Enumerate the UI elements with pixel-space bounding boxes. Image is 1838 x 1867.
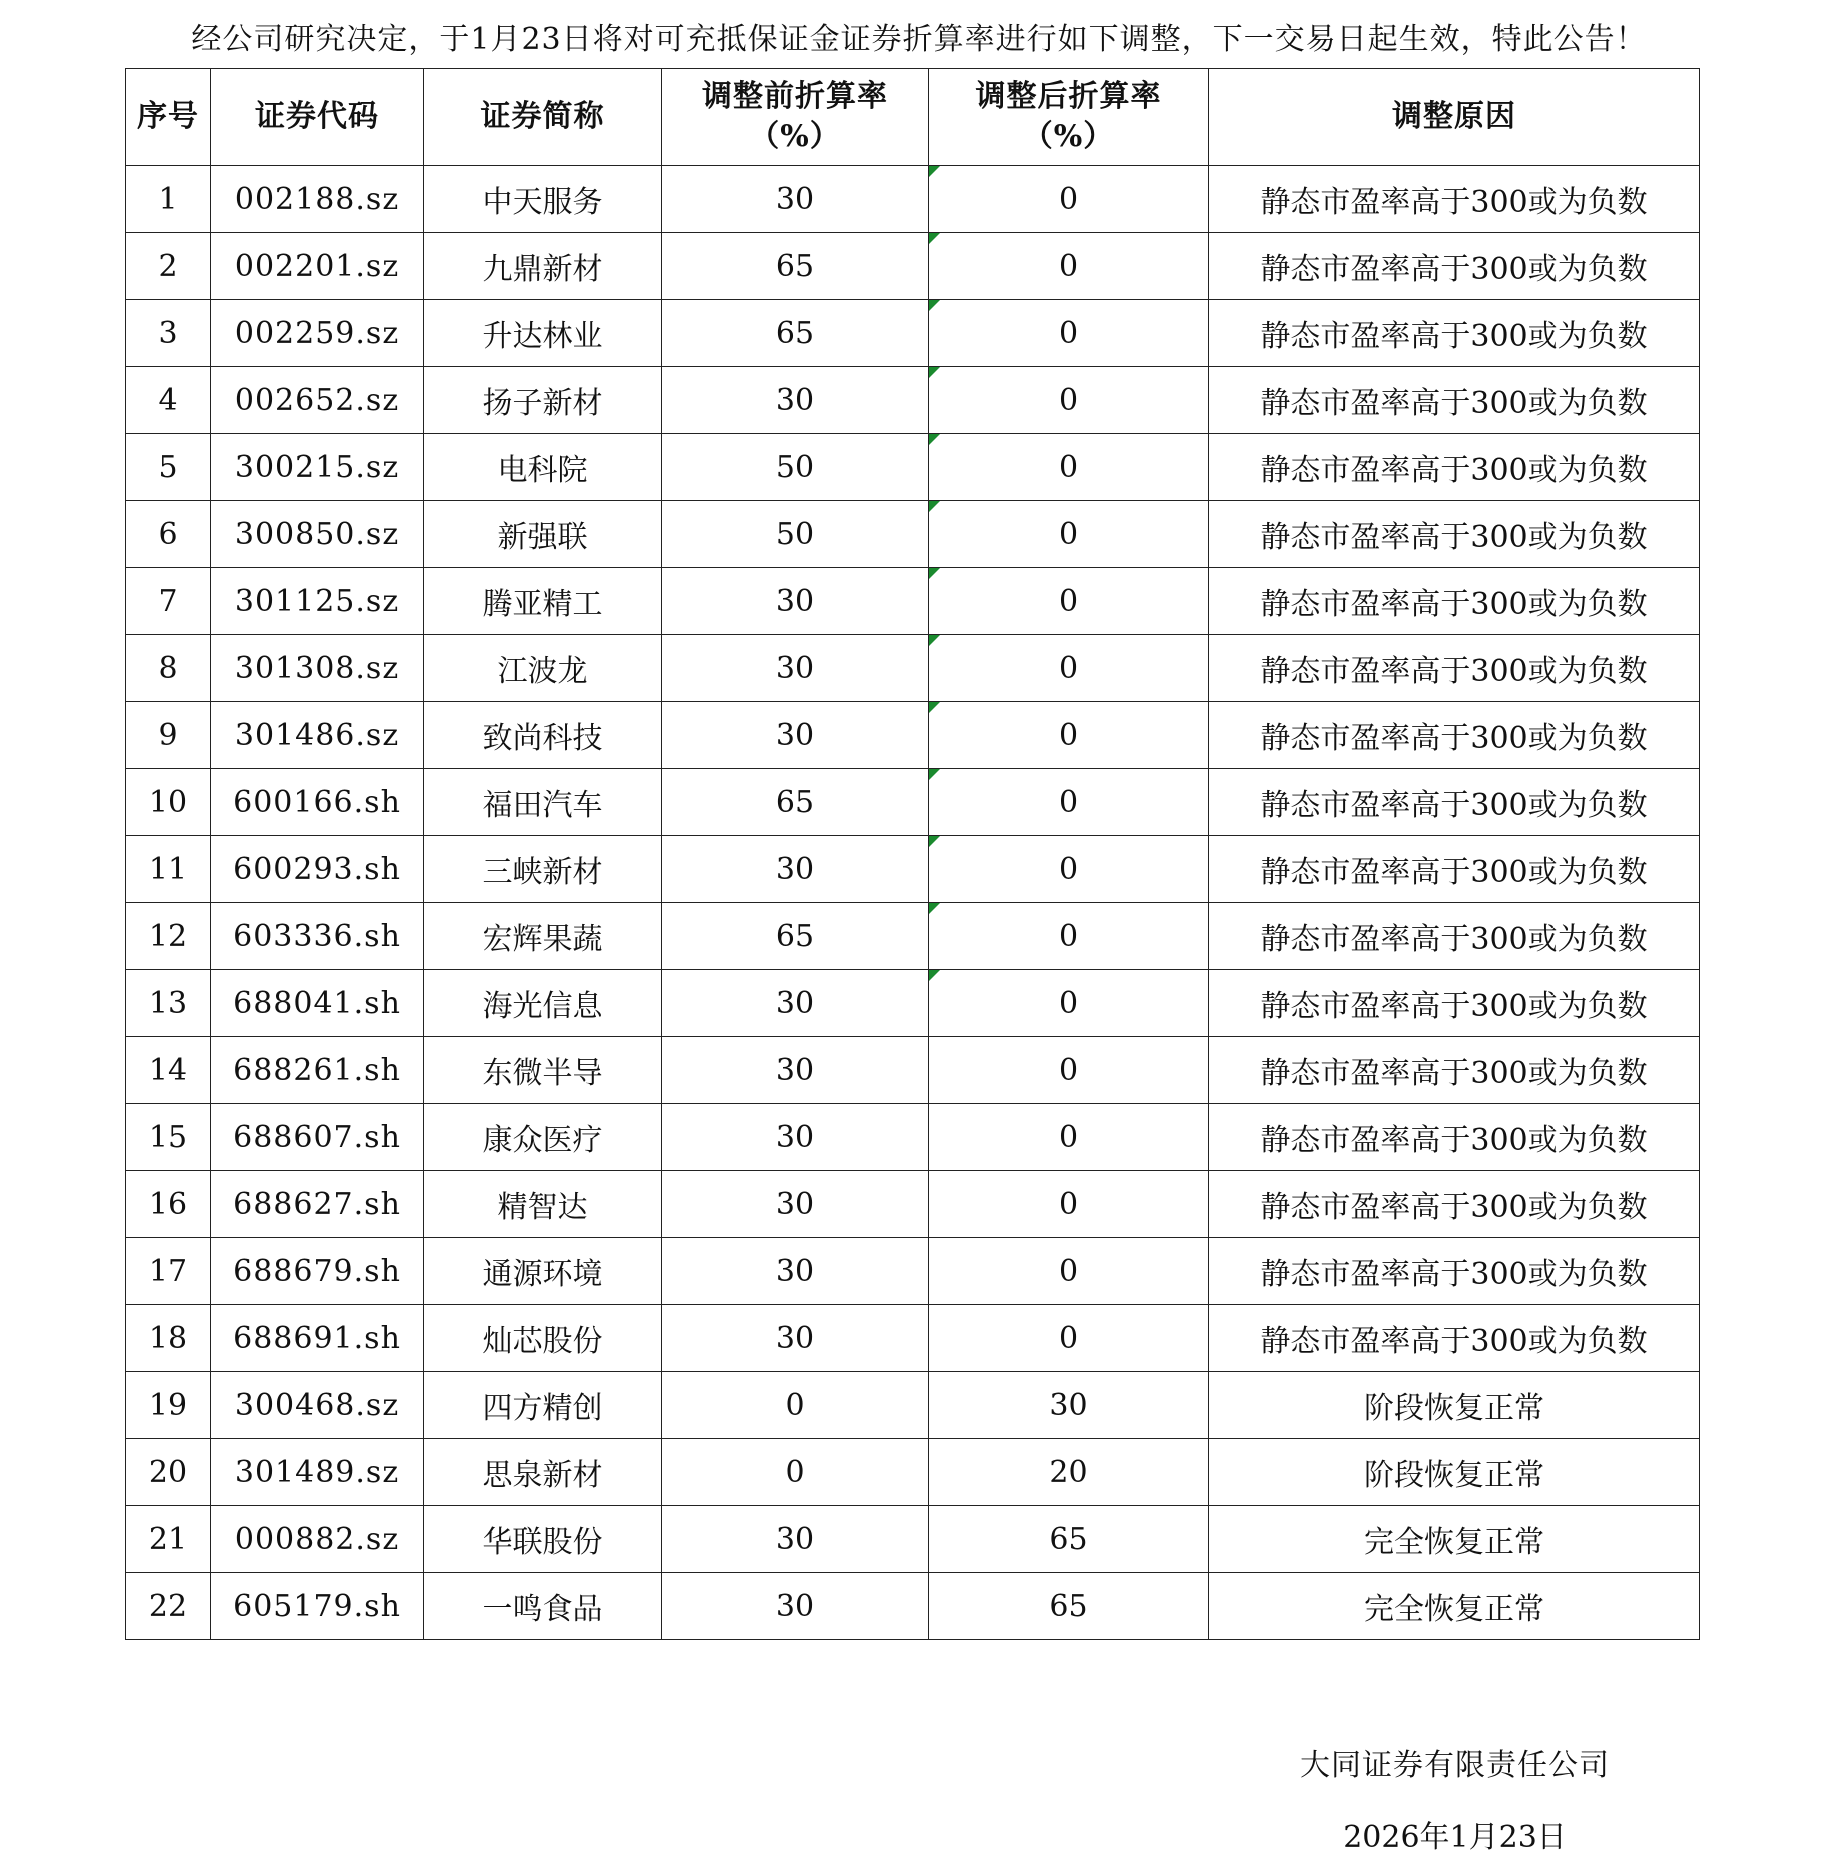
cell-code: 000882.sz (211, 1506, 424, 1573)
cell-before-rate: 30 (662, 1573, 929, 1640)
table-row (126, 1305, 1700, 1372)
cell-name: 通源环境 (424, 1238, 662, 1305)
header-after-rate-unit: （%） (1022, 119, 1115, 154)
cell-name: 精智达 (424, 1171, 662, 1238)
cell-code: 600166.sh (211, 769, 424, 836)
cell-after-rate: 0 (929, 702, 1209, 769)
cell-before-rate: 30 (662, 568, 929, 635)
cell-name: 电科院 (424, 434, 662, 501)
header-after-rate-title: 调整后折算率 (975, 79, 1162, 114)
header-before-rate-title: 调整前折算率 (702, 79, 888, 114)
table-row (126, 1372, 1700, 1439)
cell-name: 思泉新材 (424, 1439, 662, 1506)
header-name: 证券简称 (424, 69, 662, 166)
cell-code: 300850.sz (211, 501, 424, 568)
cell-code: 688679.sh (211, 1238, 424, 1305)
cell-code: 605179.sh (211, 1573, 424, 1640)
cell-name: 扬子新材 (424, 367, 662, 434)
cell-after-rate: 0 (929, 635, 1209, 702)
table-row (126, 903, 1700, 970)
cell-before-rate: 30 (662, 970, 929, 1037)
header-reason: 调整原因 (1209, 69, 1700, 166)
table-row (126, 769, 1700, 836)
cell-seq: 13 (126, 970, 211, 1037)
cell-name: 三峡新材 (424, 836, 662, 903)
cell-code: 002259.sz (211, 300, 424, 367)
header-seq: 序号 (126, 69, 211, 166)
company-name: 大同证券有限责任公司 (1300, 1748, 1610, 1783)
table-row (126, 367, 1700, 434)
cell-code: 301489.sz (211, 1439, 424, 1506)
table-row (126, 233, 1700, 300)
cell-before-rate: 50 (662, 434, 929, 501)
header-before-rate-unit: （%） (749, 119, 841, 154)
cell-after-rate: 0 (929, 501, 1209, 568)
cell-seq: 20 (126, 1439, 211, 1506)
table-row (126, 1104, 1700, 1171)
cell-before-rate: 30 (662, 1037, 929, 1104)
cell-before-rate: 65 (662, 903, 929, 970)
notice-date: 2026年1月23日 (1343, 1820, 1567, 1855)
cell-name: 海光信息 (424, 970, 662, 1037)
cell-seq: 4 (126, 367, 211, 434)
cell-before-rate: 30 (662, 635, 929, 702)
margin-rate-table (125, 68, 1700, 1640)
cell-reason: 静态市盈率高于300或为负数 (1209, 434, 1700, 501)
cell-seq: 7 (126, 568, 211, 635)
cell-code: 301308.sz (211, 635, 424, 702)
table-row (126, 1506, 1700, 1573)
cell-code: 688261.sh (211, 1037, 424, 1104)
cell-reason: 阶段恢复正常 (1209, 1439, 1700, 1506)
cell-after-rate: 30 (929, 1372, 1209, 1439)
cell-before-rate: 30 (662, 1506, 929, 1573)
cell-before-rate: 30 (662, 166, 929, 233)
cell-after-rate: 0 (929, 836, 1209, 903)
cell-after-rate: 0 (929, 1305, 1209, 1372)
cell-reason: 静态市盈率高于300或为负数 (1209, 233, 1700, 300)
cell-after-rate: 0 (929, 1238, 1209, 1305)
cell-name: 福田汽车 (424, 769, 662, 836)
cell-seq: 6 (126, 501, 211, 568)
cell-seq: 8 (126, 635, 211, 702)
cell-code: 603336.sh (211, 903, 424, 970)
cell-reason: 静态市盈率高于300或为负数 (1209, 836, 1700, 903)
cell-before-rate: 50 (662, 501, 929, 568)
cell-reason: 静态市盈率高于300或为负数 (1209, 300, 1700, 367)
cell-name: 一鸣食品 (424, 1573, 662, 1640)
cell-seq: 18 (126, 1305, 211, 1372)
table-row (126, 1573, 1700, 1640)
table-row (126, 300, 1700, 367)
cell-before-rate: 30 (662, 702, 929, 769)
table-row (126, 166, 1700, 233)
cell-seq: 1 (126, 166, 211, 233)
table-row (126, 434, 1700, 501)
cell-name: 康众医疗 (424, 1104, 662, 1171)
cell-seq: 3 (126, 300, 211, 367)
cell-code: 300215.sz (211, 434, 424, 501)
cell-after-rate: 65 (929, 1573, 1209, 1640)
cell-reason: 完全恢复正常 (1209, 1573, 1700, 1640)
cell-after-rate: 0 (929, 434, 1209, 501)
cell-before-rate: 30 (662, 836, 929, 903)
cell-reason: 静态市盈率高于300或为负数 (1209, 635, 1700, 702)
cell-after-rate: 65 (929, 1506, 1209, 1573)
cell-code: 300468.sz (211, 1372, 424, 1439)
cell-reason: 静态市盈率高于300或为负数 (1209, 367, 1700, 434)
table-header-row (126, 69, 1700, 166)
table-row (126, 568, 1700, 635)
cell-before-rate: 30 (662, 1238, 929, 1305)
cell-before-rate: 30 (662, 1305, 929, 1372)
cell-after-rate: 0 (929, 568, 1209, 635)
cell-after-rate: 0 (929, 970, 1209, 1037)
cell-reason: 阶段恢复正常 (1209, 1372, 1700, 1439)
cell-before-rate: 30 (662, 1104, 929, 1171)
table-row (126, 836, 1700, 903)
table-row (126, 635, 1700, 702)
cell-reason: 完全恢复正常 (1209, 1506, 1700, 1573)
cell-name: 九鼎新材 (424, 233, 662, 300)
header-after-rate (929, 69, 1209, 166)
cell-code: 600293.sh (211, 836, 424, 903)
cell-code: 688041.sh (211, 970, 424, 1037)
cell-seq: 5 (126, 434, 211, 501)
table-row (126, 501, 1700, 568)
cell-before-rate: 65 (662, 300, 929, 367)
cell-before-rate: 65 (662, 769, 929, 836)
cell-before-rate: 30 (662, 1171, 929, 1238)
table-body (126, 166, 1700, 1640)
cell-after-rate: 0 (929, 903, 1209, 970)
cell-seq: 17 (126, 1238, 211, 1305)
cell-seq: 16 (126, 1171, 211, 1238)
cell-seq: 12 (126, 903, 211, 970)
cell-seq: 14 (126, 1037, 211, 1104)
cell-name: 宏辉果蔬 (424, 903, 662, 970)
header-code: 证券代码 (211, 69, 424, 166)
cell-name: 灿芯股份 (424, 1305, 662, 1372)
cell-after-rate: 0 (929, 233, 1209, 300)
table-row (126, 1171, 1700, 1238)
cell-after-rate: 0 (929, 1104, 1209, 1171)
cell-after-rate: 0 (929, 300, 1209, 367)
cell-code: 688627.sh (211, 1171, 424, 1238)
cell-reason: 静态市盈率高于300或为负数 (1209, 568, 1700, 635)
cell-reason: 静态市盈率高于300或为负数 (1209, 970, 1700, 1037)
cell-after-rate: 0 (929, 1171, 1209, 1238)
cell-name: 中天服务 (424, 166, 662, 233)
table-row (126, 702, 1700, 769)
cell-name: 腾亚精工 (424, 568, 662, 635)
cell-seq: 15 (126, 1104, 211, 1171)
cell-name: 新强联 (424, 501, 662, 568)
cell-name: 升达林业 (424, 300, 662, 367)
cell-name: 华联股份 (424, 1506, 662, 1573)
cell-seq: 10 (126, 769, 211, 836)
cell-reason: 静态市盈率高于300或为负数 (1209, 1104, 1700, 1171)
notice-text: 经公司研究决定，于1月23日将对可充抵保证金证券折算率进行如下调整，下一交易日起生效，特此公告！ (191, 22, 1647, 57)
cell-reason: 静态市盈率高于300或为负数 (1209, 501, 1700, 568)
cell-after-rate: 0 (929, 769, 1209, 836)
cell-before-rate: 0 (662, 1439, 929, 1506)
cell-seq: 19 (126, 1372, 211, 1439)
cell-code: 002652.sz (211, 367, 424, 434)
cell-name: 江波龙 (424, 635, 662, 702)
cell-after-rate: 0 (929, 367, 1209, 434)
table-row (126, 1238, 1700, 1305)
cell-seq: 21 (126, 1506, 211, 1573)
cell-code: 688607.sh (211, 1104, 424, 1171)
cell-code: 301486.sz (211, 702, 424, 769)
cell-reason: 静态市盈率高于300或为负数 (1209, 1305, 1700, 1372)
cell-code: 688691.sh (211, 1305, 424, 1372)
cell-code: 002188.sz (211, 166, 424, 233)
cell-before-rate: 30 (662, 367, 929, 434)
cell-name: 致尚科技 (424, 702, 662, 769)
cell-name: 东微半导 (424, 1037, 662, 1104)
table-row (126, 1037, 1700, 1104)
cell-after-rate: 0 (929, 166, 1209, 233)
cell-reason: 静态市盈率高于300或为负数 (1209, 1171, 1700, 1238)
cell-before-rate: 65 (662, 233, 929, 300)
cell-code: 002201.sz (211, 233, 424, 300)
cell-seq: 2 (126, 233, 211, 300)
cell-name: 四方精创 (424, 1372, 662, 1439)
cell-reason: 静态市盈率高于300或为负数 (1209, 702, 1700, 769)
cell-reason: 静态市盈率高于300或为负数 (1209, 903, 1700, 970)
cell-seq: 22 (126, 1573, 211, 1640)
cell-seq: 9 (126, 702, 211, 769)
table-row (126, 1439, 1700, 1506)
header-before-rate (662, 69, 929, 166)
cell-reason: 静态市盈率高于300或为负数 (1209, 166, 1700, 233)
cell-after-rate: 20 (929, 1439, 1209, 1506)
cell-reason: 静态市盈率高于300或为负数 (1209, 1037, 1700, 1104)
cell-before-rate: 0 (662, 1372, 929, 1439)
cell-reason: 静态市盈率高于300或为负数 (1209, 769, 1700, 836)
cell-seq: 11 (126, 836, 211, 903)
cell-reason: 静态市盈率高于300或为负数 (1209, 1238, 1700, 1305)
cell-code: 301125.sz (211, 568, 424, 635)
table-row (126, 970, 1700, 1037)
cell-after-rate: 0 (929, 1037, 1209, 1104)
